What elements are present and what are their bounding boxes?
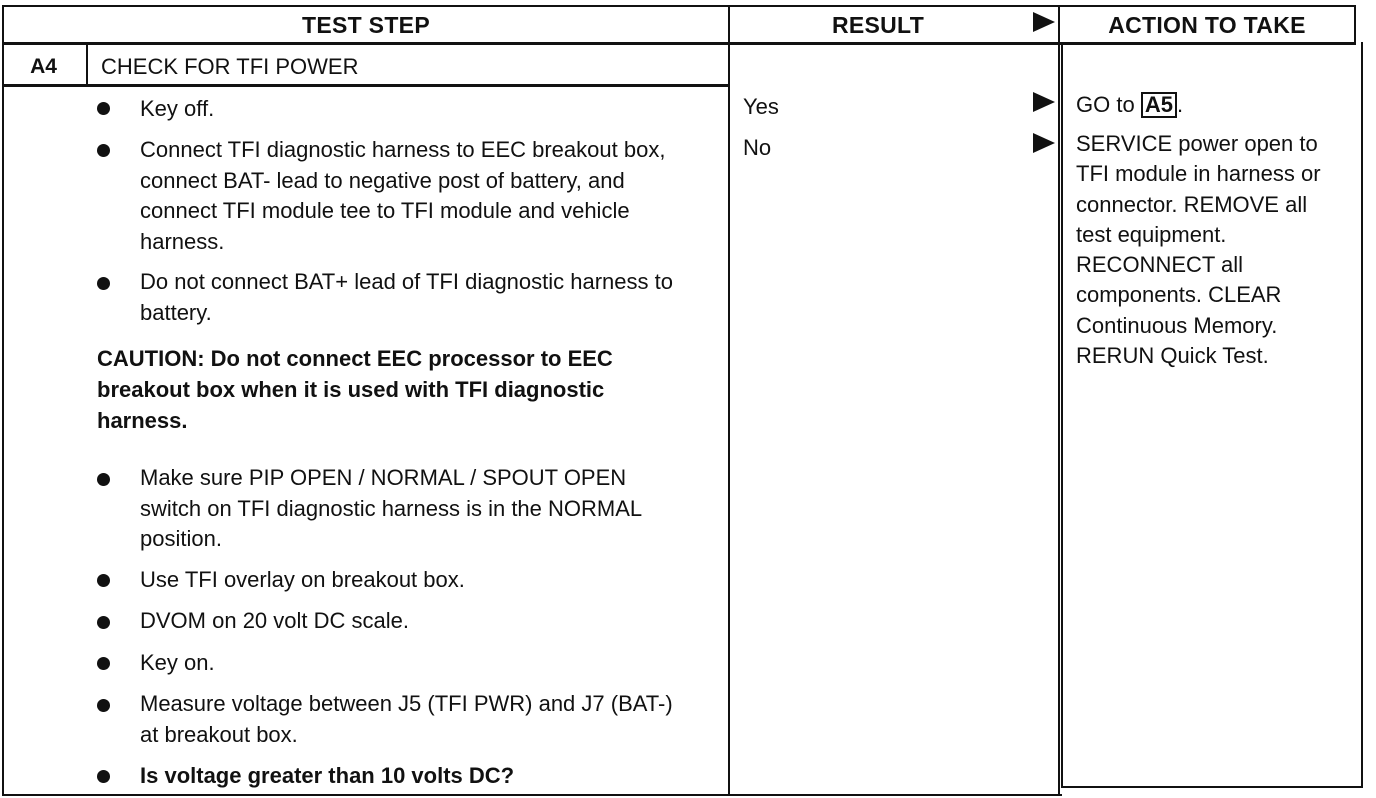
caution-note: CAUTION: Do not connect EEC processor to EEC breakout box when it is used with TFI diagnostic harness. — [97, 346, 613, 433]
bullet-key-off: Key off. — [140, 96, 215, 121]
no-arrow-icon — [1033, 133, 1055, 153]
goto-step-a5-link[interactable]: A5 — [1141, 92, 1177, 118]
bullet-icon — [97, 770, 110, 783]
table-left-border — [2, 5, 4, 796]
bullet-icon — [97, 102, 110, 115]
bullet-switch-normal: Make sure PIP OPEN / NORMAL / SPOUT OPEN switch on TFI diagnostic harness is in the NORMAL position. — [140, 465, 642, 551]
bullet-measure-voltage: Measure voltage between J5 (TFI PWR) and J7 (BAT-) at breakout box. — [140, 691, 673, 747]
bullet-connect-harness: Connect TFI diagnostic harness to EEC breakout box, connect BAT- lead to negative post of battery, and connect TFI module tee to TFI module and vehicle harness. — [140, 137, 666, 254]
yes-arrow-icon — [1033, 92, 1055, 112]
bullet-question-voltage: Is voltage greater than 10 volts DC? — [140, 763, 515, 788]
bullet-tfi-overlay: Use TFI overlay on breakout box. — [140, 567, 465, 592]
action-no: SERVICE power open to TFI module in harness or connector. REMOVE all test equipment. RECONNECT all components. CLEAR Continuous Memory. RERUN Quick Test. — [1076, 131, 1321, 369]
bullet-icon — [97, 473, 110, 486]
bullet-dvom-scale: DVOM on 20 volt DC scale. — [140, 608, 409, 633]
bullet-icon — [97, 574, 110, 587]
bullet-icon — [97, 699, 110, 712]
action-yes-prefix: GO to — [1076, 92, 1135, 117]
bullet-icon — [97, 616, 110, 629]
action-right-border — [1361, 42, 1363, 788]
bullet-do-not-connect-bat: Do not connect BAT+ lead of TFI diagnostic harness to battery. — [140, 269, 673, 325]
step-id: A4 — [30, 55, 57, 78]
action-yes-suffix: . — [1176, 92, 1184, 117]
step-title: CHECK FOR TFI POWER — [101, 54, 359, 79]
action-left-rule — [1061, 42, 1063, 788]
bullet-icon — [97, 657, 110, 670]
header-test-step: TEST STEP — [302, 12, 430, 38]
table-right-border — [1354, 5, 1356, 45]
action-yes — [1076, 90, 1356, 120]
result-no: No — [743, 135, 772, 160]
bullet-key-on: Key on. — [140, 650, 215, 675]
result-action-divider — [1058, 5, 1060, 796]
bullet-icon — [97, 277, 110, 290]
table-bottom-border — [2, 794, 1062, 796]
bullet-icon — [97, 144, 110, 157]
action-bottom-border — [1061, 786, 1363, 788]
result-yes: Yes — [743, 94, 779, 119]
header-result: RESULT — [831, 12, 925, 38]
header-arrow-icon — [1033, 12, 1055, 32]
test-step-right-border — [728, 5, 730, 796]
header-action-to-take: ACTION TO TAKE — [1108, 12, 1306, 38]
